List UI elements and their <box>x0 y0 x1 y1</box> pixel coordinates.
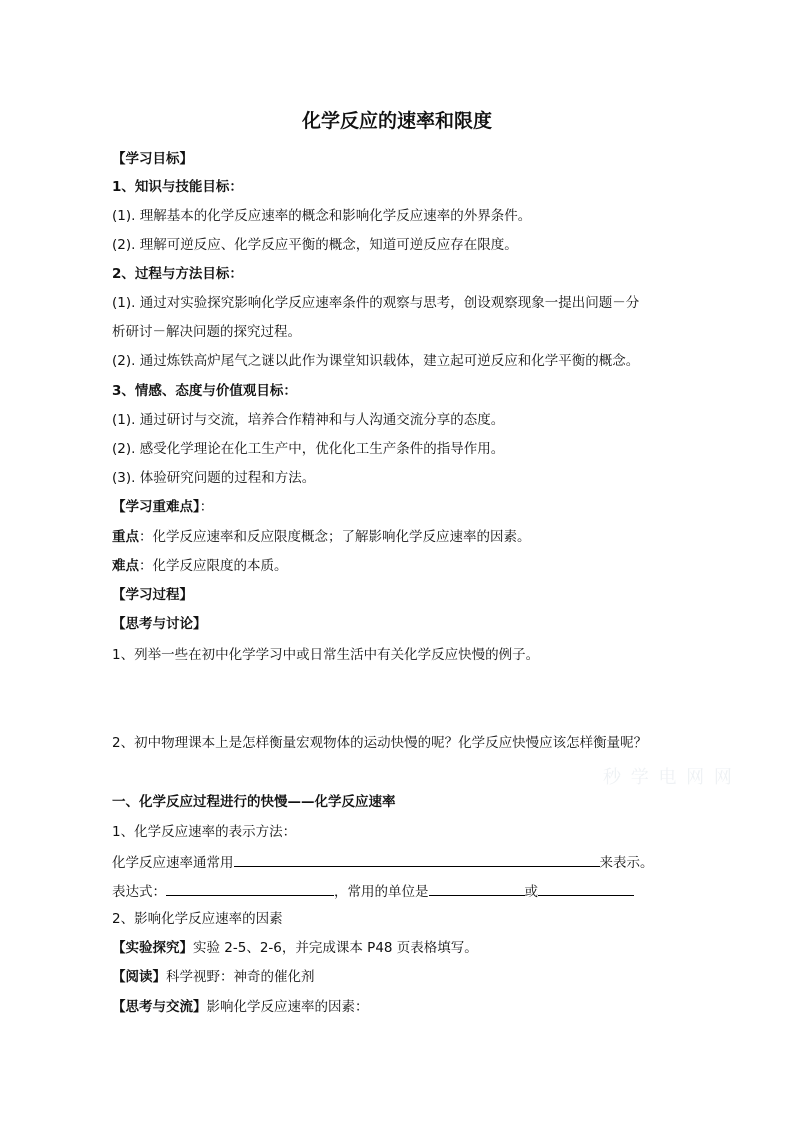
process-heading: 2、过程与方法目标： <box>112 266 243 282</box>
discussion-heading: 【思考与讨论】 <box>112 616 207 632</box>
exchange-line <box>112 998 369 1016</box>
emotion-item: (2). 感受化学理论在化工生产中，优化化工生产条件的指导作用。 <box>112 441 505 457</box>
emotion-item: (3). 体验研究问题的过程和方法。 <box>112 470 316 486</box>
keypoints-heading-line <box>112 498 213 516</box>
learning-process-heading: 【学习过程】 <box>112 587 193 603</box>
difficulty-label: 难点 <box>112 558 139 574</box>
expression-label: 表达式： <box>112 884 166 900</box>
fill-blank-expression[interactable] <box>166 881 334 896</box>
process-item: 析研讨－解决问题的探究过程。 <box>112 324 301 340</box>
knowledge-item: (2). 理解可逆反应、化学反应平衡的概念，知道可逆反应存在限度。 <box>112 237 518 253</box>
process-item: (2). 通过炼铁高炉尾气之谜以此作为课堂知识载体，建立起可逆反应和化学平衡的概念。 <box>112 353 640 369</box>
expression-line <box>112 881 634 901</box>
or-text: 或 <box>524 884 538 900</box>
rate-expression-heading: 1、化学反应速率的表示方法： <box>112 824 297 840</box>
emotion-heading: 3、情感、态度与价值观目标： <box>112 383 297 399</box>
exchange-text: 影响化学反应速率的因素： <box>206 999 369 1015</box>
difficulty-text: ：化学反应限度的本质。 <box>139 558 288 574</box>
fill-blank-unit-2[interactable] <box>538 881 634 896</box>
experiment-label: 【实验探究】 <box>112 940 193 956</box>
fill-blank-rate-quantity[interactable] <box>234 852 600 867</box>
focus-label: 重点 <box>112 529 139 545</box>
reading-line <box>112 968 315 986</box>
question-2: 2、初中物理课本上是怎样衡量宏观物体的运动快慢的呢？化学反应快慢应该怎样衡量呢？ <box>112 735 648 751</box>
page-title: 化学反应的速率和限度 <box>301 110 492 132</box>
rate-common-prefix: 化学反应速率通常用 <box>112 855 234 871</box>
experiment-line <box>112 939 478 957</box>
process-item: (1). 通过对实验探究影响化学反应速率条件的观察与思考，创设观察现象一提出问题－分 <box>112 295 640 311</box>
difficulty-line <box>112 557 288 575</box>
section1-heading: 一、化学反应过程进行的快慢——化学反应速率 <box>112 794 396 810</box>
keypoints-heading: 【学习重难点】 <box>112 499 200 515</box>
focus-text: ：化学反应速率和反应限度概念；了解影响化学反应速率的因素。 <box>139 529 531 545</box>
reading-label: 【阅读】 <box>112 969 166 985</box>
keypoints-colon: ： <box>199 499 214 515</box>
reading-text: 科学视野：神奇的催化剂 <box>166 969 315 985</box>
experiment-text: 实验 2-5、2-6，并完成课本 P48 页表格填写。 <box>193 940 478 956</box>
question-1: 1、列举一些在初中化学学习中或日常生活中有关化学反应快慢的例子。 <box>112 647 540 663</box>
rate-common-suffix: 来表示。 <box>599 855 654 871</box>
fill-blank-unit-1[interactable] <box>429 881 525 896</box>
emotion-item: (1). 通过研讨与交流，培养合作精神和与人沟通交流分享的态度。 <box>112 412 505 428</box>
factors-heading: 2、影响化学反应速率的因素 <box>112 911 283 927</box>
knowledge-heading: 1、知识与技能目标： <box>112 179 243 195</box>
watermark: 秒 学 电 网 网 <box>603 767 734 788</box>
exchange-label: 【思考与交流】 <box>112 999 207 1015</box>
unit-text: ，常用的单位是 <box>334 884 429 900</box>
focus-line <box>112 528 531 546</box>
knowledge-item: (1). 理解基本的化学反应速率的概念和影响化学反应速率的外界条件。 <box>112 208 532 224</box>
objectives-heading: 【学习目标】 <box>112 151 193 167</box>
rate-common-line <box>112 852 654 872</box>
